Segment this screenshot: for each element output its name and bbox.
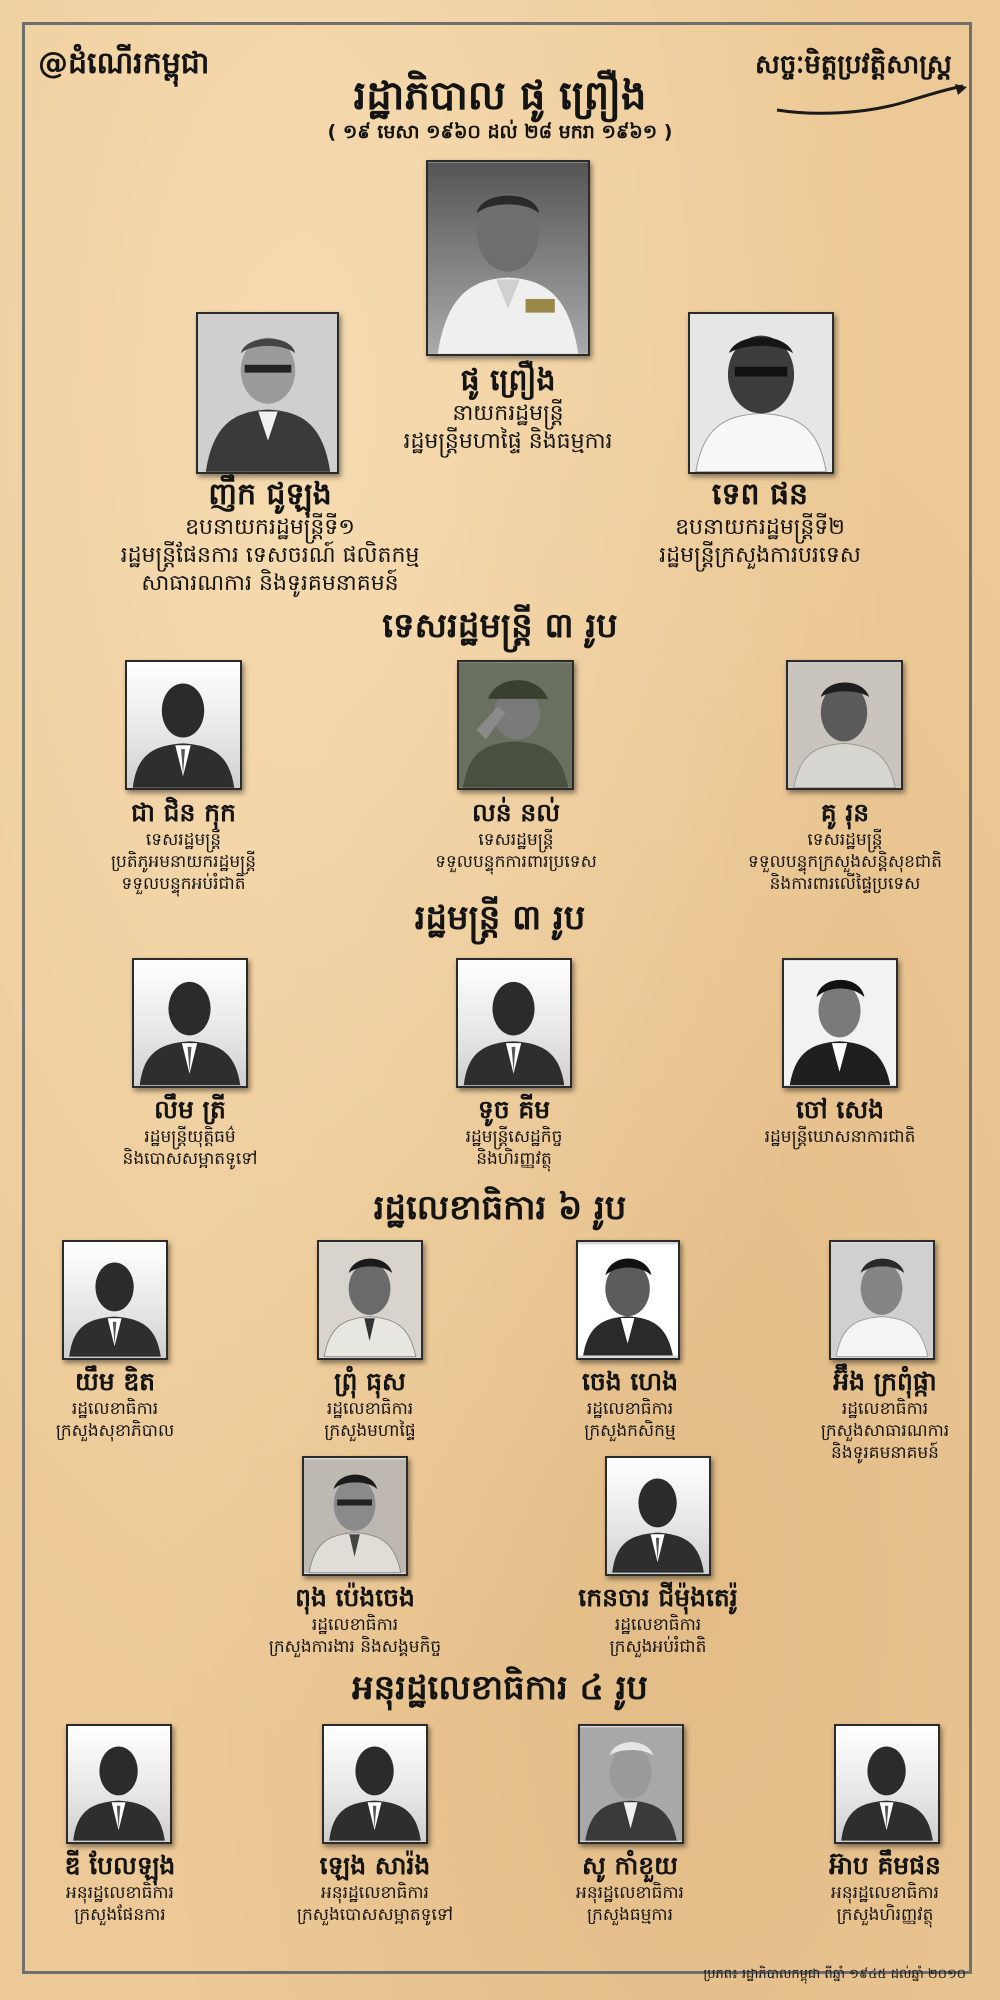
- deputy1-role: ឧបនាយករដ្ឋមន្ត្រីទី១: [185, 515, 355, 540]
- pm-role: នាយករដ្ឋមន្ត្រី: [452, 401, 564, 426]
- brand-handle: @ដំណើរកម្ពុជា: [38, 46, 210, 81]
- silhouette-icon: [68, 1726, 170, 1842]
- secretary-role-4: រដ្ឋលេខាធិការ: [841, 1399, 929, 1419]
- undersecretary-photo-2: [322, 1724, 428, 1844]
- section-heading-undersecretaries: អនុរដ្ឋលេខាធិការ ៤ រូប: [352, 1668, 648, 1708]
- secretary-name-1: យឹម ឌិត: [74, 1367, 156, 1396]
- deputy1-card: [90, 476, 450, 598]
- silhouette-icon: [607, 1458, 709, 1574]
- portrait-photo: [784, 960, 896, 1086]
- senior-card-1: [60, 797, 307, 895]
- section-heading-secretaries: រដ្ឋលេខាធិការ ៦ រូប: [373, 1188, 627, 1228]
- secretary-photo-4: [829, 1240, 935, 1360]
- minister-photo-2: [456, 958, 572, 1088]
- secretary-card-5: [235, 1582, 475, 1658]
- silhouette-icon: [134, 960, 246, 1086]
- senior-role-2: ទទួលបន្ទុកការពារប្រទេស: [435, 852, 597, 872]
- silhouette-icon: [127, 662, 240, 788]
- deputy2-photo: [688, 312, 834, 474]
- minister-role-2: និងហិរញ្ញវត្ថុ: [476, 1149, 552, 1169]
- secretary-name-4: អ៊ឹង ក្រពុំផ្កា: [833, 1367, 937, 1396]
- senior-role-3: ទេសរដ្ឋមន្ត្រី: [807, 830, 883, 850]
- secretary-role-5: ក្រសួងការងារ និងសង្គមកិច្ច: [268, 1637, 442, 1657]
- undersecretary-role-2: ក្រសួងបោសសម្អាតទូទៅ: [296, 1905, 454, 1925]
- senior-role-3: ទទួលបន្ទុកក្រសួងសន្តិសុខជាតិ: [748, 852, 942, 872]
- silhouette-icon: [836, 1726, 938, 1842]
- minister-card-3: [720, 1094, 960, 1148]
- deputy1-role: រដ្ឋមន្ត្រីផែនការ ទេសចរណ៍ ផលិតកម្ម: [120, 543, 420, 568]
- senior-role-2: ទេសរដ្ឋមន្ត្រី: [478, 830, 554, 850]
- undersecretary-name-2: ឡេង សារ៉ង: [319, 1851, 431, 1880]
- undersecretary-role-3: ក្រសួងធម្មការ: [587, 1905, 673, 1925]
- senior-card-3: [720, 797, 970, 895]
- undersecretary-card-1: [30, 1850, 210, 1926]
- undersecretary-name-3: សូ កាំខួយ: [582, 1851, 678, 1880]
- secretary-role-2: ក្រសួងមហាផ្ទៃ: [324, 1421, 416, 1441]
- undersecretary-photo-3: [578, 1724, 684, 1844]
- minister-photo-3: [782, 958, 898, 1088]
- undersecretary-photo-4: [834, 1724, 940, 1844]
- secretary-role-2: រដ្ឋលេខាធិការ: [326, 1399, 414, 1419]
- senior-name-3: គូ រុន: [820, 798, 870, 827]
- secretary-card-6: [558, 1582, 758, 1658]
- secretary-card-3: [540, 1366, 720, 1442]
- secretary-role-1: ក្រសួងសុខាភិបាល: [55, 1421, 175, 1441]
- secretary-name-6: កេនចារ ជីម៉ុងតេរ៉ូ: [578, 1583, 738, 1612]
- deputy1-photo: [196, 312, 339, 474]
- undersecretary-role-4: ក្រសួងហិរញ្ញវត្ថុ: [836, 1905, 934, 1925]
- undersecretary-card-2: [260, 1850, 490, 1926]
- portrait-photo: [788, 662, 901, 788]
- minister-name-3: ចៅ សេង: [795, 1095, 885, 1124]
- portrait-photo: [580, 1726, 682, 1842]
- senior-photo-1: [125, 660, 242, 790]
- secretary-name-2: ព្រុំ ធុស: [334, 1367, 406, 1396]
- senior-role-1: ប្រតិភូអមនាយករដ្ឋមន្ត្រី: [110, 852, 256, 872]
- secretary-role-6: រដ្ឋលេខាធិការ: [614, 1615, 702, 1635]
- minister-card-1: [70, 1094, 310, 1170]
- undersecretary-card-3: [540, 1850, 720, 1926]
- undersecretary-name-4: អ៊ាប គឹមផន: [829, 1851, 941, 1880]
- undersecretary-card-4: [795, 1850, 975, 1926]
- portrait-photo: [459, 662, 572, 788]
- secretary-role-6: ក្រសួងអប់រំជាតិ: [609, 1637, 707, 1657]
- secretary-role-4: ក្រសួងសាធារណការ: [820, 1421, 950, 1441]
- portrait-photo: [319, 1242, 421, 1358]
- undersecretary-role-3: អនុរដ្ឋលេខាធិការ: [576, 1883, 684, 1903]
- minister-role-1: និងបោសសម្អាតទូទៅ: [122, 1149, 258, 1169]
- secretary-name-5: ពុង ប៉េងចេង: [295, 1583, 415, 1612]
- secretary-role-3: ក្រសួងកសិកម្ម: [584, 1421, 676, 1441]
- portrait-photo: [198, 314, 337, 472]
- minister-name-1: លឹម ត្រី: [154, 1095, 226, 1124]
- senior-role-3: និងការពារលើផ្ទៃប្រទេស: [769, 874, 921, 894]
- portrait-photo: [428, 162, 588, 354]
- secretary-role-4: និងទូរគមនាគមន៍: [831, 1443, 939, 1463]
- minister-role-3: រដ្ឋមន្ត្រីឃោសនាការជាតិ: [764, 1127, 916, 1147]
- source-footnote: ប្រភព៖ រដ្ឋាភិបាលកម្ពុជា ពីឆ្នាំ ១៩៤៥ ដល់ឆ្នាំ ២០១០: [703, 1967, 966, 1982]
- pm-card: [330, 362, 686, 456]
- logo-text: សច្ចៈមិត្តប្រវត្តិសាស្ត្រ: [755, 50, 952, 80]
- secretary-photo-1: [62, 1240, 168, 1360]
- secretary-name-3: ចេង ហេង: [582, 1367, 678, 1396]
- secretary-card-4: [790, 1366, 980, 1464]
- secretary-card-1: [25, 1366, 205, 1442]
- pm-photo: [426, 160, 590, 356]
- minister-card-2: [394, 1094, 634, 1170]
- undersecretary-role-1: ក្រសួងផែនការ: [74, 1905, 166, 1925]
- secretary-role-3: រដ្ឋលេខាធិការ: [586, 1399, 674, 1419]
- minister-photo-1: [132, 958, 248, 1088]
- pm-name: ផូ ព្រឿង: [460, 363, 556, 398]
- portrait-photo: [831, 1242, 933, 1358]
- secretary-card-2: [280, 1366, 460, 1442]
- undersecretary-role-2: អនុរដ្ឋលេខាធិការ: [321, 1883, 429, 1903]
- page-title: រដ្ឋាភិបាល ផូ ព្រឿង: [353, 73, 647, 119]
- pm-role: រដ្ឋមន្ត្រីមហាផ្ទៃ និងធម្មការ: [403, 429, 613, 454]
- undersecretary-role-1: អនុរដ្ឋលេខាធិការ: [66, 1883, 174, 1903]
- secretary-photo-2: [317, 1240, 423, 1360]
- minister-name-2: ទូច គីម: [477, 1095, 551, 1124]
- undersecretary-role-4: អនុរដ្ឋលេខាធិការ: [831, 1883, 939, 1903]
- section-heading-senior: ទេសរដ្ឋមន្ត្រី ៣ រូប: [382, 606, 618, 646]
- portrait-photo: [304, 1458, 406, 1574]
- minister-role-2: រដ្ឋមន្ត្រីសេដ្ឋកិច្ច: [465, 1127, 563, 1147]
- portrait-photo: [690, 314, 832, 472]
- secretary-role-5: រដ្ឋលេខាធិការ: [311, 1615, 399, 1635]
- undersecretary-name-1: ឌី បែលឡុង: [64, 1851, 176, 1880]
- minister-role-1: រដ្ឋមន្ត្រីយុត្តិធម៌: [144, 1127, 236, 1147]
- deputy1-name: ញឹក ជូឡុង: [208, 477, 332, 512]
- deputy1-role: សាធារណការ និងទូរគមនាគមន៍: [141, 571, 399, 596]
- senior-name-2: លន់ នល់: [471, 798, 561, 827]
- senior-name-1: ជា ជិន កុក: [131, 798, 236, 827]
- deputy2-role: រដ្ឋមន្ត្រីក្រសួងការបរទេស: [659, 543, 861, 568]
- senior-photo-3: [786, 660, 903, 790]
- senior-photo-2: [457, 660, 574, 790]
- senior-role-1: ទេសរដ្ឋមន្ត្រី: [145, 830, 222, 850]
- secretary-photo-6: [605, 1456, 711, 1576]
- date-range: ( ១៩ មេសា ១៩៦០ ដល់ ២៨ មករា ១៩៦១ ): [327, 121, 673, 143]
- silhouette-icon: [64, 1242, 166, 1358]
- deputy2-role: ឧបនាយករដ្ឋមន្ត្រីទី២: [675, 515, 845, 540]
- deputy2-name: ទេព ផន: [711, 477, 809, 512]
- secretary-photo-3: [576, 1240, 680, 1360]
- secretary-photo-5: [302, 1456, 408, 1576]
- deputy2-card: [600, 476, 920, 570]
- senior-role-1: ទទួលបន្ទុកអប់រំជាតិ: [121, 874, 246, 894]
- silhouette-icon: [458, 960, 570, 1086]
- section-heading-ministers: រដ្ឋមន្ត្រី ៣ រូប: [414, 898, 586, 938]
- portrait-photo: [578, 1242, 678, 1358]
- secretary-role-1: រដ្ឋលេខាធិការ: [71, 1399, 159, 1419]
- senior-card-2: [380, 797, 652, 873]
- undersecretary-photo-1: [66, 1724, 172, 1844]
- silhouette-icon: [324, 1726, 426, 1842]
